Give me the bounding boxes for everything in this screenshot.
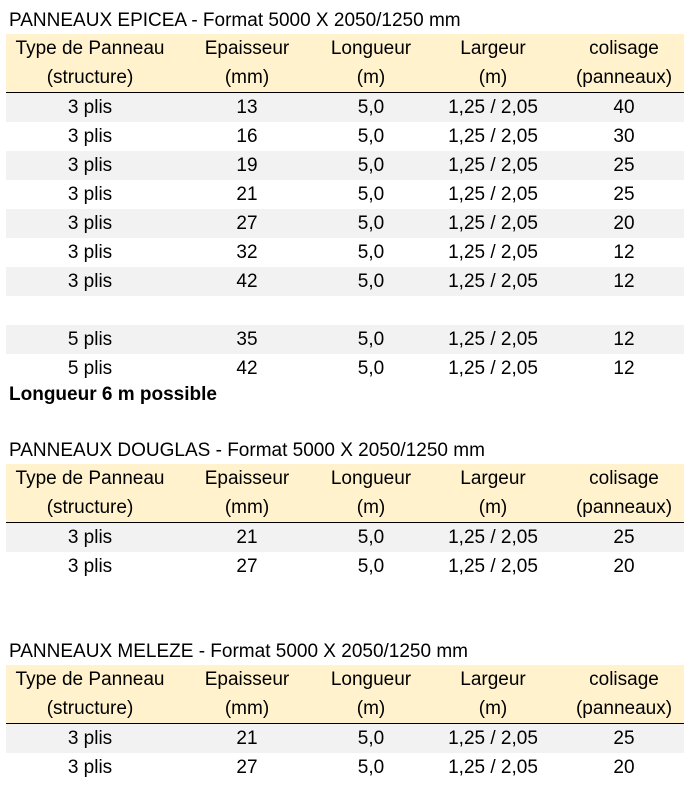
cell-colisage: 25 bbox=[613, 527, 635, 548]
cell-type: 3 plis bbox=[67, 271, 113, 292]
cell-largeur: 1,25 / 2,05 bbox=[448, 184, 538, 205]
header-largeur: Largeur bbox=[460, 669, 526, 690]
cell-type bbox=[6, 296, 174, 325]
cell-longueur: 5,0 bbox=[357, 97, 385, 118]
cell-epaisseur: 21 bbox=[236, 184, 258, 205]
cell-colisage: 25 bbox=[613, 184, 635, 205]
cell-largeur: 1,25 / 2,05 bbox=[448, 271, 538, 292]
table-row bbox=[6, 238, 684, 267]
cell-longueur: 5,0 bbox=[357, 271, 385, 292]
header-row-1 bbox=[6, 34, 684, 63]
cell-longueur: 5,0 bbox=[357, 527, 385, 548]
douglas-section bbox=[6, 436, 684, 581]
header-largeur: Largeur bbox=[460, 468, 526, 489]
cell-type: 3 plis bbox=[67, 155, 113, 176]
table-row-empty bbox=[6, 296, 684, 325]
cell-colisage: 25 bbox=[613, 728, 635, 749]
cell-type: 3 plis bbox=[67, 527, 113, 548]
cell-longueur: 5,0 bbox=[357, 556, 385, 577]
cell-longueur: 5,0 bbox=[357, 155, 385, 176]
cell-colisage: 20 bbox=[613, 556, 635, 577]
epicea-title: PANNEAUX EPICEA - Format 5000 X 2050/1250 mm bbox=[9, 10, 461, 31]
cell-colisage: 20 bbox=[613, 757, 635, 778]
meleze-section bbox=[6, 637, 684, 782]
cell-largeur: 1,25 / 2,05 bbox=[448, 358, 538, 379]
cell-type: 3 plis bbox=[67, 213, 113, 234]
cell-type: 3 plis bbox=[67, 556, 113, 577]
table-row bbox=[6, 151, 684, 180]
cell-epaisseur: 27 bbox=[236, 213, 258, 234]
cell-longueur: 5,0 bbox=[357, 728, 385, 749]
cell-largeur: 1,25 / 2,05 bbox=[448, 126, 538, 147]
meleze-title: PANNEAUX MELEZE - Format 5000 X 2050/1250 mm bbox=[9, 641, 468, 662]
cell-type: 3 plis bbox=[67, 184, 113, 205]
header-colisage-unit: (panneaux) bbox=[575, 497, 673, 518]
cell-epaisseur: 21 bbox=[236, 527, 258, 548]
header-largeur: Largeur bbox=[460, 38, 526, 59]
header-epaisseur-unit: (mm) bbox=[224, 698, 270, 719]
header-colisage: colisage bbox=[589, 468, 659, 489]
cell-longueur: 5,0 bbox=[357, 242, 385, 263]
table-row bbox=[6, 122, 684, 151]
cell-largeur: 1,25 / 2,05 bbox=[448, 97, 538, 118]
cell-epaisseur bbox=[174, 296, 320, 325]
header-largeur-unit: (m) bbox=[478, 67, 508, 88]
cell-longueur: 5,0 bbox=[357, 213, 385, 234]
header-row-2 bbox=[6, 63, 684, 92]
header-row-1 bbox=[6, 464, 684, 493]
cell-colisage: 30 bbox=[613, 126, 635, 147]
epicea-section bbox=[6, 6, 684, 383]
cell-longueur bbox=[320, 296, 422, 325]
table-row bbox=[6, 354, 684, 383]
cell-colisage: 12 bbox=[613, 271, 635, 292]
cell-type: 3 plis bbox=[67, 728, 113, 749]
cell-epaisseur: 19 bbox=[236, 155, 258, 176]
douglas-title: PANNEAUX DOUGLAS - Format 5000 X 2050/1250 mm bbox=[9, 440, 485, 461]
cell-type: 3 plis bbox=[67, 126, 113, 147]
cell-type: 3 plis bbox=[67, 757, 113, 778]
cell-epaisseur: 16 bbox=[236, 126, 258, 147]
cell-type: 5 plis bbox=[67, 358, 113, 379]
header-epaisseur: Epaisseur bbox=[204, 468, 290, 489]
header-longueur-unit: (m) bbox=[356, 497, 386, 518]
header-largeur-unit: (m) bbox=[478, 698, 508, 719]
douglas-header bbox=[6, 464, 684, 523]
table-row bbox=[6, 724, 684, 753]
header-row-2 bbox=[6, 493, 684, 522]
cell-longueur: 5,0 bbox=[357, 329, 385, 350]
header-largeur-unit: (m) bbox=[478, 497, 508, 518]
table-row bbox=[6, 552, 684, 581]
cell-largeur: 1,25 / 2,05 bbox=[448, 728, 538, 749]
header-type: Type de Panneau bbox=[15, 669, 165, 690]
header-colisage-unit: (panneaux) bbox=[575, 698, 673, 719]
cell-largeur: 1,25 / 2,05 bbox=[448, 527, 538, 548]
header-longueur: Longueur bbox=[330, 669, 412, 690]
table-row bbox=[6, 93, 684, 122]
header-longueur-unit: (m) bbox=[356, 698, 386, 719]
cell-largeur: 1,25 / 2,05 bbox=[448, 556, 538, 577]
douglas-body bbox=[6, 523, 684, 581]
cell-largeur: 1,25 / 2,05 bbox=[448, 213, 538, 234]
cell-epaisseur: 42 bbox=[236, 358, 258, 379]
header-epaisseur-unit: (mm) bbox=[224, 67, 270, 88]
header-type: Type de Panneau bbox=[15, 468, 165, 489]
cell-colisage: 20 bbox=[613, 213, 635, 234]
cell-largeur: 1,25 / 2,05 bbox=[448, 757, 538, 778]
header-longueur: Longueur bbox=[330, 468, 412, 489]
cell-epaisseur: 42 bbox=[236, 271, 258, 292]
header-colisage: colisage bbox=[589, 669, 659, 690]
table-row bbox=[6, 267, 684, 296]
cell-largeur: 1,25 / 2,05 bbox=[448, 155, 538, 176]
cell-epaisseur: 27 bbox=[236, 556, 258, 577]
header-colisage-unit: (panneaux) bbox=[575, 67, 673, 88]
cell-epaisseur: 35 bbox=[236, 329, 258, 350]
table-row bbox=[6, 325, 684, 354]
header-epaisseur: Epaisseur bbox=[204, 669, 290, 690]
header-longueur-unit: (m) bbox=[356, 67, 386, 88]
header-longueur: Longueur bbox=[330, 38, 412, 59]
header-type-unit: (structure) bbox=[46, 497, 134, 518]
header-epaisseur: Epaisseur bbox=[204, 38, 290, 59]
epicea-body bbox=[6, 93, 684, 383]
cell-epaisseur: 27 bbox=[236, 757, 258, 778]
header-type-unit: (structure) bbox=[46, 67, 134, 88]
cell-epaisseur: 13 bbox=[236, 97, 258, 118]
cell-type: 3 plis bbox=[67, 97, 113, 118]
epicea-note: Longueur 6 m possible bbox=[9, 384, 217, 405]
table-row bbox=[6, 209, 684, 238]
cell-colisage: 25 bbox=[613, 155, 635, 176]
cell-epaisseur: 32 bbox=[236, 242, 258, 263]
header-row-1 bbox=[6, 665, 684, 694]
cell-largeur: 1,25 / 2,05 bbox=[448, 329, 538, 350]
cell-longueur: 5,0 bbox=[357, 358, 385, 379]
cell-type: 5 plis bbox=[67, 329, 113, 350]
meleze-header bbox=[6, 665, 684, 724]
cell-colisage: 12 bbox=[613, 242, 635, 263]
table-row bbox=[6, 753, 684, 782]
cell-type: 3 plis bbox=[67, 242, 113, 263]
header-colisage: colisage bbox=[589, 38, 659, 59]
header-type: Type de Panneau bbox=[15, 38, 165, 59]
cell-largeur bbox=[422, 296, 564, 325]
epicea-header bbox=[6, 34, 684, 93]
table-row bbox=[6, 523, 684, 552]
meleze-body bbox=[6, 724, 684, 782]
header-row-2 bbox=[6, 694, 684, 723]
cell-colisage: 12 bbox=[613, 358, 635, 379]
header-type-unit: (structure) bbox=[46, 698, 134, 719]
cell-epaisseur: 21 bbox=[236, 728, 258, 749]
cell-largeur: 1,25 / 2,05 bbox=[448, 242, 538, 263]
cell-longueur: 5,0 bbox=[357, 184, 385, 205]
table-row bbox=[6, 180, 684, 209]
header-epaisseur-unit: (mm) bbox=[224, 497, 270, 518]
cell-longueur: 5,0 bbox=[357, 126, 385, 147]
cell-colisage: 12 bbox=[613, 329, 635, 350]
cell-colisage bbox=[564, 296, 684, 325]
cell-colisage: 40 bbox=[613, 97, 635, 118]
cell-longueur: 5,0 bbox=[357, 757, 385, 778]
